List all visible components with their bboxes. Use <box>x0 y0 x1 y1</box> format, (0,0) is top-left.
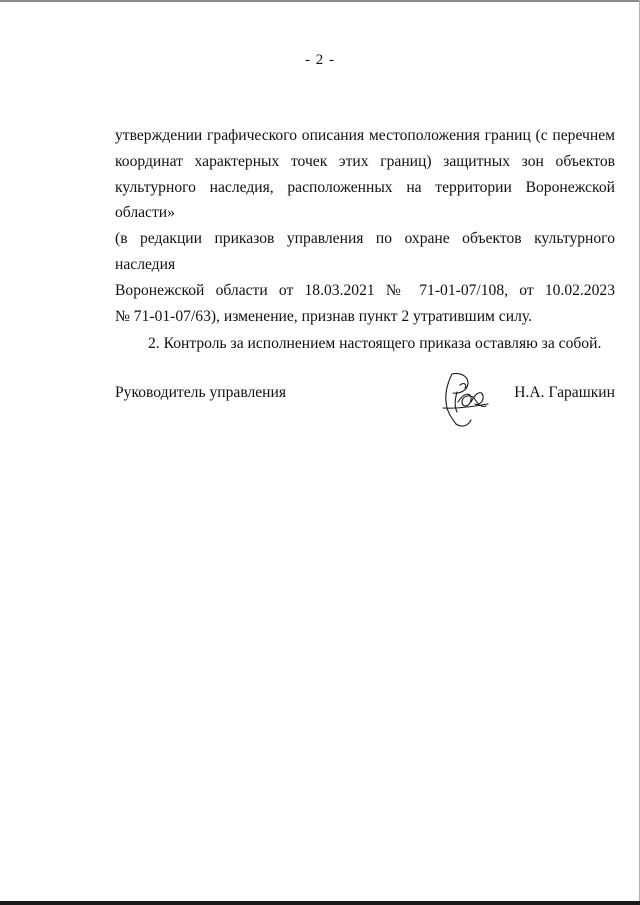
body-line-3: культурного наследия, расположенных на территории Воронежской области» <box>115 178 615 222</box>
signature-block <box>115 384 615 424</box>
handwritten-signature-icon <box>438 368 490 430</box>
body-line-6: № 71-01-07/63), изменение, признав пункт 2 утратившим силу. <box>115 307 532 325</box>
numbered-item-2: 2. Контроль за исполнением настоящего приказа оставляю за собой. <box>148 335 602 353</box>
body-line-5: Воронежской области от 18.03.2021 № 71-01-07/108, от 10.02.2023 <box>115 281 615 299</box>
body-line-1: утверждении графического описания местоположения границ (с перечнем <box>115 127 615 144</box>
page-number: - 2 - <box>305 52 335 68</box>
signatory-position: Руководитель управления <box>115 384 287 401</box>
body-line-4: (в редакции приказов управления по охране объектов культурного наследия <box>115 230 615 273</box>
body-line-2: координат характерных точек этих границ) защитных зон объектов <box>115 152 615 170</box>
document-body <box>115 123 615 357</box>
scan-edge-bottom <box>0 901 640 905</box>
scan-edge-top <box>0 0 640 2</box>
signatory-name: Н.А. Гарашкин <box>514 384 615 401</box>
